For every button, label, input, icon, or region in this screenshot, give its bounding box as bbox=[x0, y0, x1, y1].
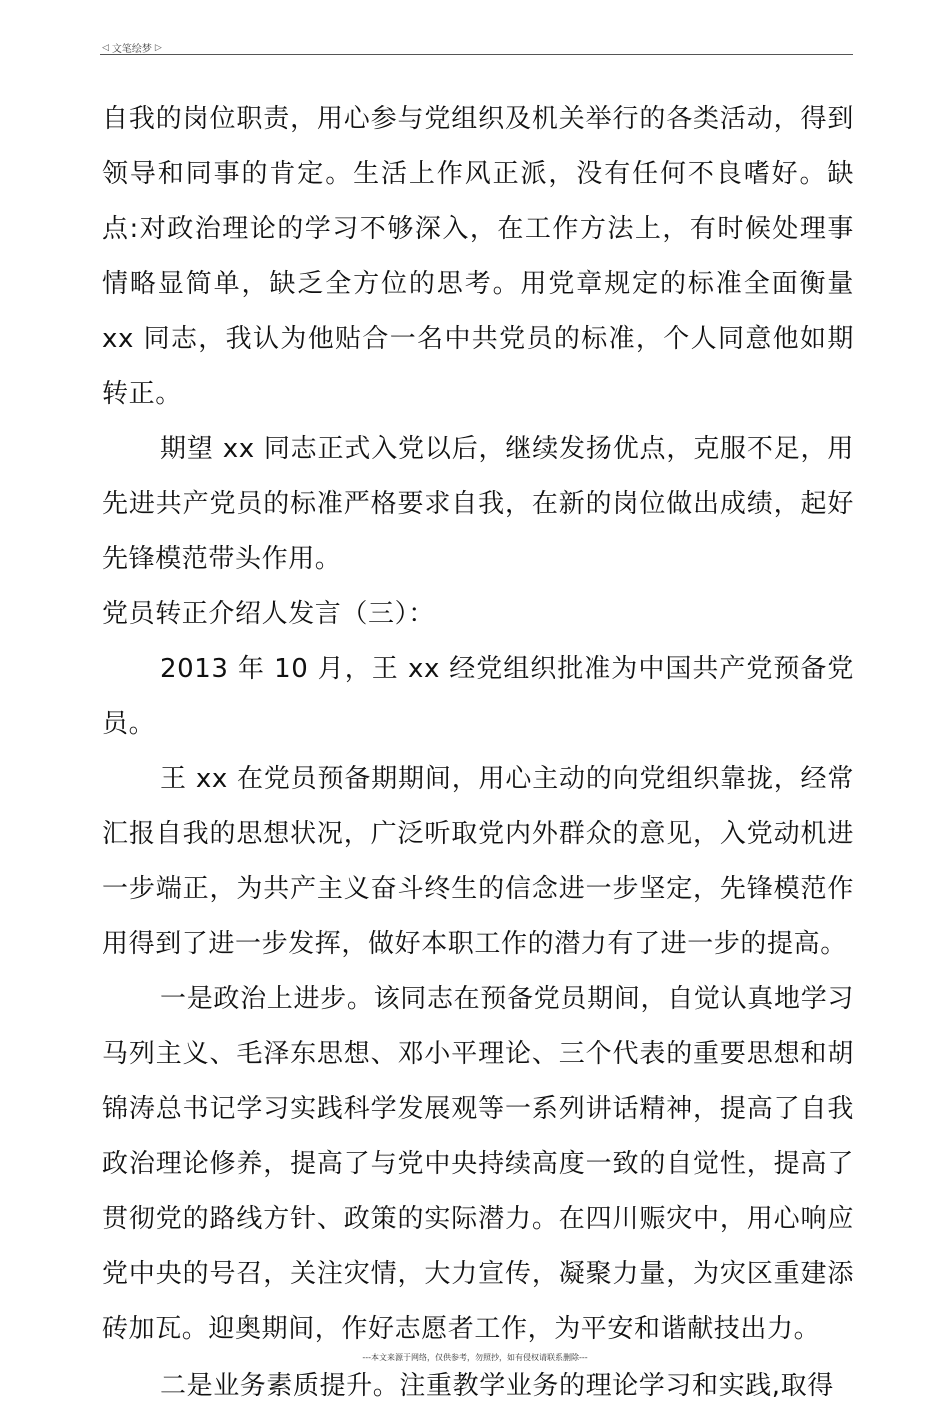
paragraph-4: 王 xx 在党员预备期期间，用心主动的向党组织靠拢，经常汇报自我的思想状况，广泛听取党内外群众的意见，入党动机进一步端正，为共产主义奋斗终生的信念进一步坚定，先锋模范作用得到了进一步发挥，做好本职工作的潜力有了进一步的提高。 bbox=[102, 764, 854, 959]
header-divider bbox=[100, 54, 853, 55]
page-footer: ---本文来源于网络，仅供参考，勿照抄，如有侵权请联系删除--- bbox=[362, 1353, 588, 1362]
right-triangle-icon: ▷ bbox=[154, 42, 162, 53]
page-header bbox=[102, 40, 162, 55]
header-title: 文笔绘梦 bbox=[111, 44, 152, 55]
left-triangle-icon: ◁ bbox=[102, 42, 109, 53]
paragraph-2: 期望 xx 同志正式入党以后，继续发扬优点，克服不足，用先进共产党员的标准严格要求自我，在新的岗位做出成绩，起好先锋模范带头作用。 bbox=[102, 434, 854, 574]
paragraph-5: 一是政治上进步。该同志在预备党员期间，自觉认真地学习马列主义、毛泽东思想、邓小平理论、三个代表的重要思想和胡锦涛总书记学习实践科学发展观等一系列讲话精神，提高了自我政治理论修养，提高了与党中央持续高度一致的自觉性，提高了贯彻党的路线方针、政策的实际潜力。在四川赈灾中，用心响应党中央的号召，关注灾情，大力宣传，凝聚力量，为灾区重建添砖加瓦。迎奥期间，作好志愿者工作，为平安和谐献技出力。 bbox=[102, 984, 854, 1344]
paragraph-6: 二是业务素质提升。注重教学业务的理论学习和实践,取得 bbox=[160, 1371, 834, 1401]
paragraph-3: 2013 年 10 月，王 xx 经党组织批准为中国共产党预备党员。 bbox=[102, 654, 854, 739]
section-heading: 党员转正介绍人发言（三）： bbox=[102, 599, 435, 629]
document-body bbox=[102, 92, 854, 1414]
paragraph-1: 自我的岗位职责，用心参与党组织及机关举行的各类活动，得到领导和同事的肯定。生活上作风正派，没有任何不良嗜好。缺点:对政治理论的学习不够深入，在工作方法上，有时候处理事情略显简单，缺乏全方位的思考。用党章规定的标准全面衡量 xx 同志，我认为他贴合一名中共党员的标准，个人同意他如期转正。 bbox=[102, 104, 854, 409]
